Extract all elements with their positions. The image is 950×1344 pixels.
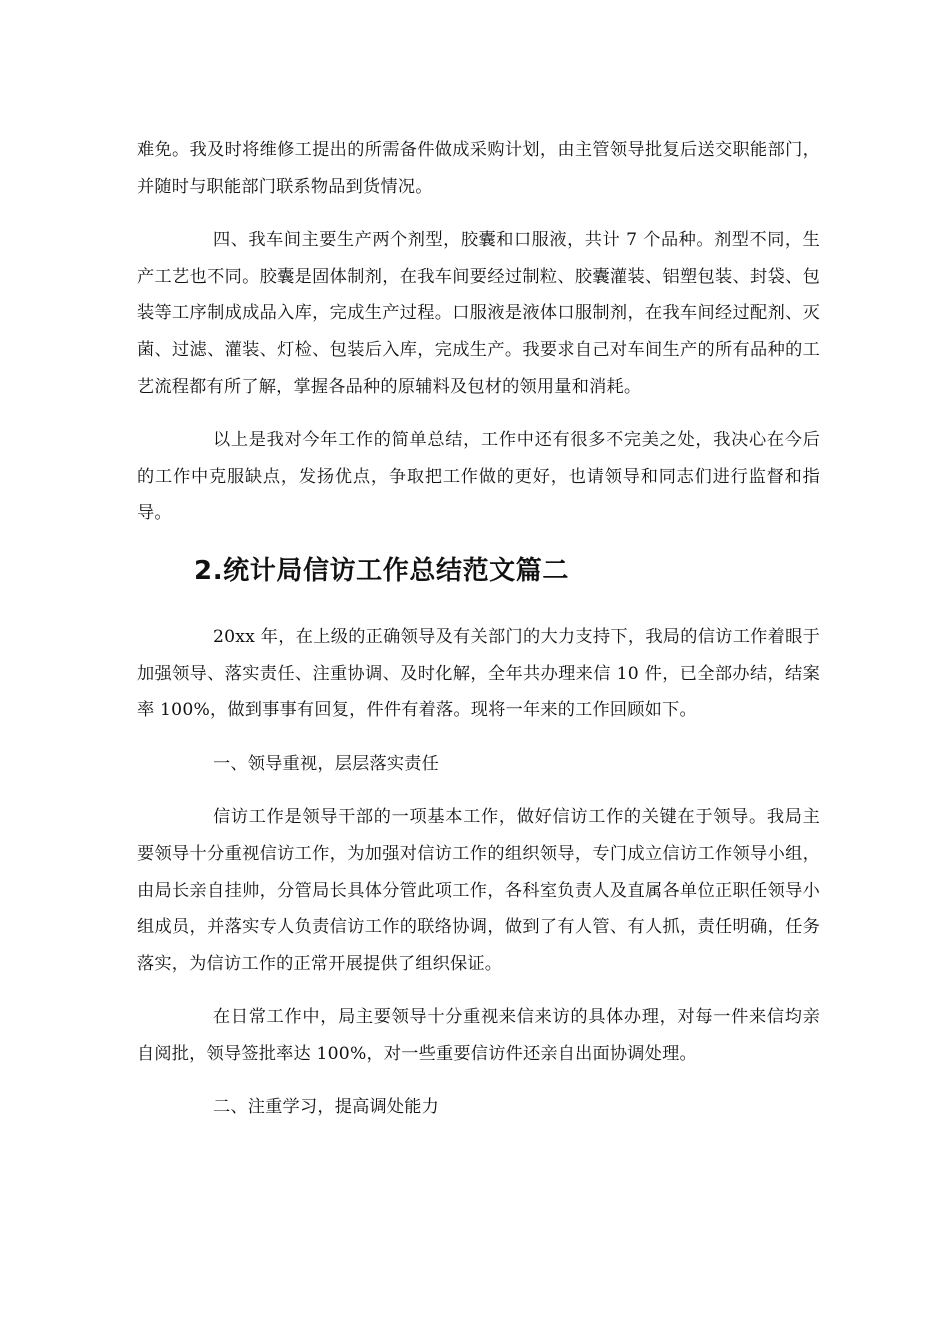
paragraph-leadership: 信访工作是领导干部的一项基本工作，做好信访工作的关键在于领导。我局主要领导十分重视信访工作，为加强对信访工作的组织领导，专门成立信访工作领导小组，由局长亲自挂帅，分管局长具体分管此项工作，各科室负责人及直属各单位正职任领导小组成员，并落实专人负责信访工作的联络协调，做到了有人管、有人抓，责任明确，任务落实，为信访工作的正常开展提供了组织保证。 bbox=[137, 807, 820, 974]
document-page bbox=[137, 132, 820, 1143]
subheading-one: 一、领导重视，层层落实责任 bbox=[213, 753, 440, 774]
section-heading: 2.统计局信访工作总结范文篇二 bbox=[194, 555, 569, 586]
paragraph-continued: 难免。我及时将维修工提出的所需备件做成采购计划，由主管领导批复后送交职能部门，并随时与职能部门联系物品到货情况。 bbox=[137, 140, 820, 197]
paragraph-daily-work: 在日常工作中，局主要领导十分重视来信来访的具体办理，对每一件来信均亲自阅批，领导签批率达 100%，对一些重要信访件还亲自出面协调处理。 bbox=[137, 1007, 820, 1064]
subheading-two: 二、注重学习，提高调处能力 bbox=[213, 1097, 440, 1118]
paragraph-intro: 20xx 年，在上级的正确领导及有关部门的大力支持下，我局的信访工作着眼于加强领导、落实责任、注重协调、及时化解，全年共办理来信 10 件，已全部办结，结案率 100%，做到事事有回复，件件有着落。现将一年来的工作回顾如下。 bbox=[137, 626, 820, 721]
paragraph-conclusion: 以上是我对今年工作的简单总结，工作中还有很多不完美之处，我决心在今后的工作中克服缺点，发扬优点，争取把工作做的更好，也请领导和同志们进行监督和指导。 bbox=[137, 430, 820, 524]
paragraph-item-four: 四、我车间主要生产两个剂型，胶囊和口服液，共计 7 个品种。剂型不同，生产工艺也不同。胶囊是固体制剂，在我车间要经过制粒、胶囊灌装、铝塑包装、封袋、包装等工序制成成品入库，完成生产过程。口服液是液体口服制剂，在我车间经过配剂、灭菌、过滤、灌装、灯检、包装后入库，完成生产。我要求自己对车间生产的所有品种的工艺流程都有所了解，掌握各品种的原辅料及包材的领用量和消耗。 bbox=[137, 230, 820, 397]
